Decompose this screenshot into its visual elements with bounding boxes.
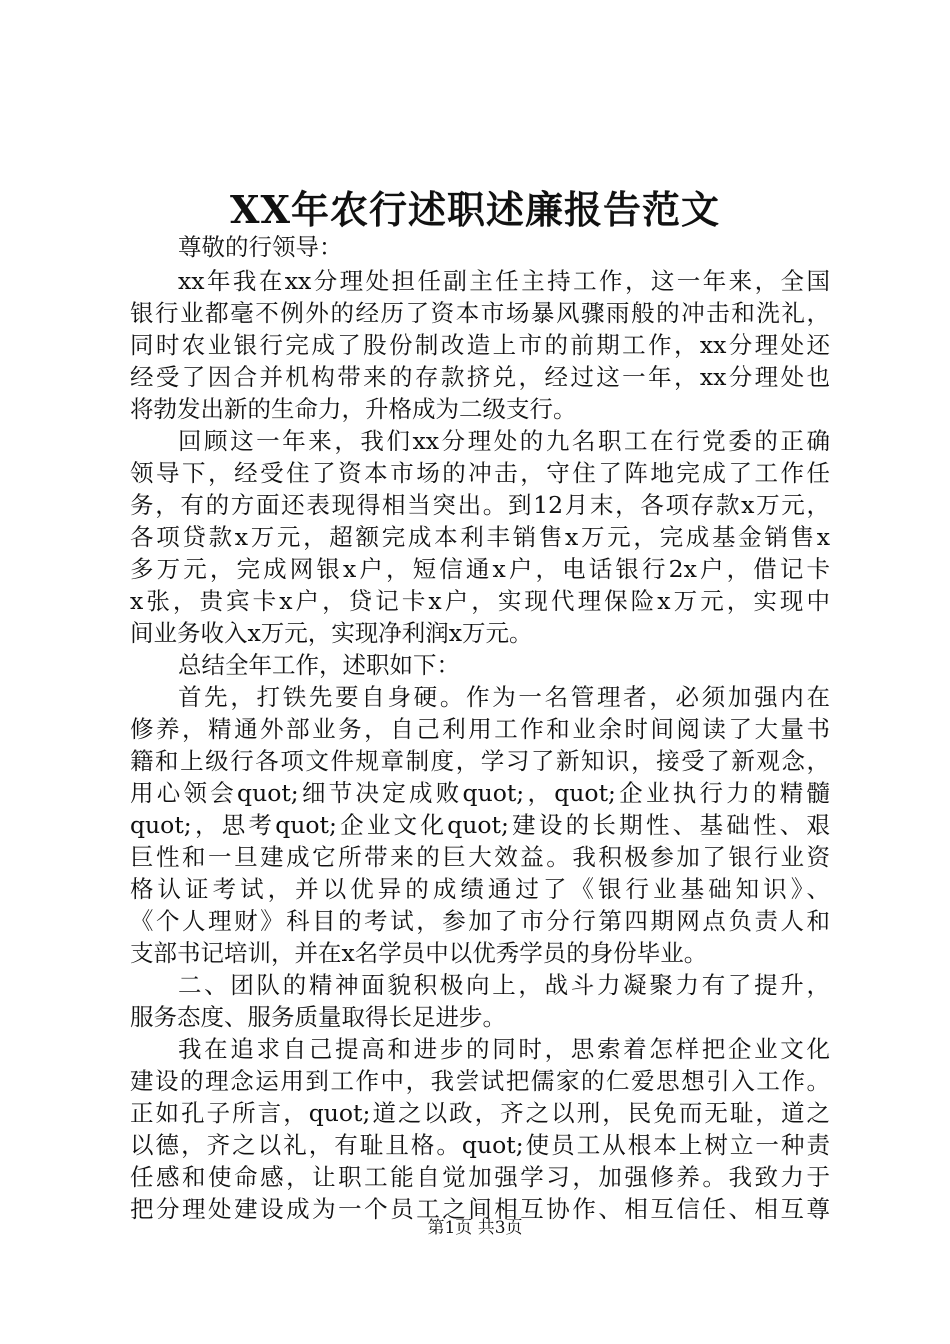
text-line: quot;，思考quot;企业文化quot;建设的长期性、基础性、艰: [130, 811, 830, 839]
text-line: 我在追求自己提高和进步的同时，思索着怎样把企业文化: [178, 1035, 830, 1063]
document-title: XX年农行述职述廉报告范文: [230, 187, 720, 232]
text-line: 领导下，经受住了资本市场的冲击，守住了阵地完成了工作任: [130, 459, 830, 487]
text-line: 经受了因合并机构带来的存款挤兑，经过这一年，xx分理处也: [130, 363, 830, 391]
text-line: 巨性和一旦建成它所带来的巨大效益。我积极参加了银行业资: [130, 843, 830, 871]
text-line: 正如孔子所言，quot;道之以政，齐之以刑，民免而无耻，道之: [130, 1099, 830, 1127]
text-line: 用心领会quot;细节决定成败quot;，quot;企业执行力的精髓: [130, 779, 830, 807]
text-line: 支部书记培训，并在x名学员中以优秀学员的身份毕业。: [130, 939, 708, 967]
text-line: 多万元，完成网银x户，短信通x户，电话银行2x户，借记卡: [130, 555, 830, 583]
text-line: 二、团队的精神面貌积极向上，战斗力凝聚力有了提升，: [178, 971, 830, 999]
page-footer: 第1页 共3页: [427, 1218, 523, 1238]
text-line: 修养，精通外部业务，自己利用工作和业余时间阅读了大量书: [130, 715, 830, 743]
text-line: 服务态度、服务质量取得长足进步。: [130, 1003, 506, 1031]
text-line: xx年我在xx分理处担任副主任主持工作，这一年来，全国: [178, 267, 830, 295]
text-line: 格认证考试，并以优异的成绩通过了《银行业基础知识》、: [130, 875, 830, 903]
text-line: 把分理处建设成为一个员工之间相互协作、相互信任、相互尊: [130, 1195, 830, 1223]
text-line: 首先，打铁先要自身硬。作为一名管理者，必须加强内在: [178, 683, 830, 711]
text-line: 将勃发出新的生命力，升格成为二级支行。: [130, 395, 577, 423]
text-line: 《个人理财》科目的考试，参加了市分行第四期网点负责人和: [130, 907, 830, 935]
text-line: 间业务收入x万元，实现净利润x万元。: [130, 619, 533, 647]
text-line: 银行业都毫不例外的经历了资本市场暴风骤雨般的冲击和洗礼，: [130, 299, 830, 327]
text-line: 尊敬的行领导：: [178, 233, 343, 261]
text-line: 同时农业银行完成了股份制改造上市的前期工作，xx分理处还: [130, 331, 830, 359]
text-line: 任感和使命感，让职工能自觉加强学习，加强修养。我致力于: [130, 1163, 830, 1191]
text-line: 建设的理念运用到工作中，我尝试把儒家的仁爱思想引入工作。: [130, 1067, 830, 1095]
text-line: 回顾这一年来，我们xx分理处的九名职工在行党委的正确: [178, 427, 830, 455]
text-line: 总结全年工作，述职如下：: [178, 651, 460, 679]
text-line: 籍和上级行各项文件规章制度，学习了新知识，接受了新观念，: [130, 747, 830, 775]
text-line: 以德，齐之以礼，有耻且格。quot;使员工从根本上树立一种责: [130, 1131, 830, 1159]
text-line: x张，贵宾卡x户，贷记卡x户，实现代理保险x万元，实现中: [130, 587, 830, 615]
text-line: 务，有的方面还表现得相当突出。到12月末，各项存款x万元，: [130, 491, 830, 519]
text-line: 各项贷款x万元，超额完成本利丰销售x万元，完成基金销售x: [130, 523, 830, 551]
